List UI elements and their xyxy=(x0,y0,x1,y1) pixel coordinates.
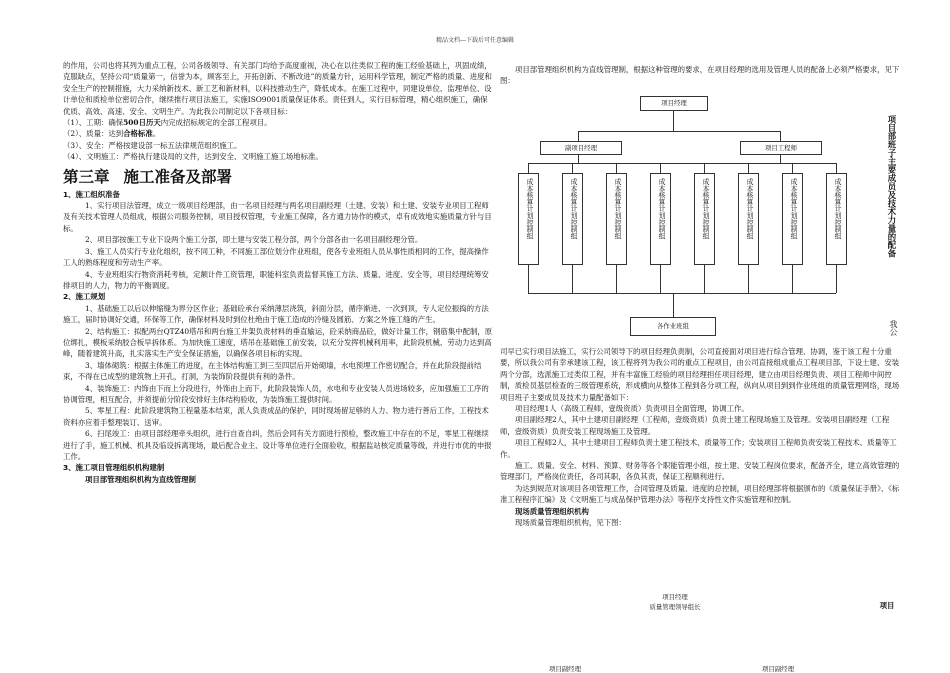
section-2-p3: 3、墙体砌筑：根据主体施工的进度，在主体结构施工到三至四层后开始砌墙，水电预埋工作密切配合，并在此阶段提前结束，不得在已成型的建筑物上开孔，打洞，为装饰阶段提供有利的条件。 xyxy=(63,360,482,382)
section-3-subtitle: 项目部管理组织机构为直线管理制 xyxy=(85,474,196,484)
chapter-title: 第三章 施工准备及部署 xyxy=(63,167,233,186)
section-2-title: 2、施工规划 xyxy=(63,292,106,302)
org-group-3: 成本核算计划控制组 xyxy=(606,173,627,265)
section-2-p5: 5、零星工程：此阶段建筑物工程量基本结束，派人负责成品的保护，同时现场留足够的人力、物力进行善后工作，工程技术资料亦应着手整理装订、送审。 xyxy=(63,406,489,427)
section-2-p2: 2、结构施工：拟配两台QTZ40塔吊和两台施工井架负责材料的垂直输运，砼采纳商品砼，做好计量工作，钢筋集中配制，原位绑扎，模板采纳胶合板早拆体系。为加快施工速度，塔吊在基础施工前安装，以充分发挥机械利用率，此阶段机械、劳动力达到高峰，随着建筑升高，扎实落实生产安全保证措施，以确保各项目标的实现。 xyxy=(63,326,493,359)
side-heading-vertical: 项目部班子主要成员及技术力量的配备 xyxy=(887,115,897,258)
section-1-title: 1、施工组织准备 xyxy=(63,189,120,199)
engineer-paragraph: 项目工程师2人，其中土建项目工程师负责土建工程技术、质量等工作；安装项目工程师负责安装工程技术、质量等工作。 xyxy=(500,438,897,459)
section-1-p2: 2、项目部按施工专业下设两个施工分部，即土建与安装工程分部，两个分部各由一名项目副经理分管。 xyxy=(85,235,423,245)
org-group-7: 成本核算计划控制组 xyxy=(782,173,803,265)
goal-quality: （2）、质量：达到合格标准。 xyxy=(63,129,161,139)
manager-paragraph: 项目经理1人（高级工程师，壹级资质）负责项目全面管理，协调工作。 xyxy=(515,404,749,414)
team-paragraph: 司早已实行项目法施工，实行公司领导下的项目经理负责制，公司直接面对项目进行综合管理、协调，鉴于该工程十分重要，所以我公司有幸承建该工程，该工程将列为我公司的重点工程项目，由公司直接组成重点工程项目部，下设土建、安装两个分部，选派施工过类似工程，并有丰富施工经验的项目经理担任项目经理，建立由项目经理负责、项目工程师中间控制，质检员基层检查的三级管理系统，形成横向从整体工程到各分项工程，纵向从项目到到作业班组的质量管理网络，现场项目班子主要成员及技术力量配备如下： xyxy=(500,347,900,402)
intro-paragraph: 的作用，公司也将其列为重点工程，公司各级领导、有关部门均给予高度重视，决心在以往类似工程的施工经验基础上，巩固成绩，克服缺点，坚持公司“质量第一，信誉为本，顾客至上，开拓创新、不断改进”的质量方针，运用科学管理，制定严格的质量、进度和安全生产的控制措施，大力采纳新技术、新工艺和新材料，以科技推动生产，降低成本。在施工过程中，同建设单位、监理单位、设计单位和质检单位密切合作，继续推行项目法施工，实施ISO9001质量保证体系。责任到人，实行目标管理，精心组织施工，确保优质、高效、高速、安全、文明生产。为此我公司制定以下各项目标： xyxy=(63,61,492,116)
side-tail-vertical: 我公 xyxy=(889,320,898,336)
section-2-p6: 6、扫尾竣工：由项目部经理牵头组织，进行自查自纠，然后会同有关方面进行预检，整改施工中存在的不足，零星工程继续进行了手，施工机械、机具及临设拆离现场，最后配合业主、设计等单位进行全面验收，根据监站核定质量等级，并进行市优的申报工作。 xyxy=(63,429,492,461)
qa-box-deputy-right: 项目副经理 xyxy=(762,665,794,673)
section-1-p4: 4、专业班组实行物资消耗考核，定额计件工资管理，职能科室负责监督其施工方法、质量、进度、安全等，项目经理统筹安排项目的人力，物力的平衡调度。 xyxy=(63,269,489,290)
org-group-2: 成本核算计划控制组 xyxy=(562,173,583,265)
control-paragraph: 为达到规范对该项目各项管理工作，合同管理及质量、进度的总控制，项目经理部将根据颁布的《质量保证手册》、《标准工程程序汇编》及《文明施工与成品保护管理办法》等程序支持性文件实施管理和控制。 xyxy=(500,483,900,505)
goal-schedule: （1）、工期：确保500日历天内完成招标规定的全部工程项目。 xyxy=(63,118,272,128)
qa-box-deputy-left: 项目副经理 xyxy=(549,665,581,673)
qa-title: 现场质量管理组织机构 xyxy=(515,506,589,516)
section-2-p4: 4、装饰施工：内饰由下而上分段进行，外饰由上而下，此阶段装饰人员，水电和专业安装人员进场较多，应加强施工工序的协调管理，相互配合，并须提前分阶段安排好主体结构验收，为装饰施工提供时间。 xyxy=(63,383,489,404)
qa-box-manager: 项目经理 质量管理领导组长 xyxy=(649,593,701,611)
org-intro-paragraph: 项目部管理组织机构为直线管理制，根据这种管理的要求，在项目经理的选用及管理人员的配备上必须严格要求，见下图： xyxy=(500,65,900,86)
groups-paragraph: 施工、质量、安全、材料、预算、财务等各个职能管理小组，按土建、安装工程岗位要求，配备齐全，建立高效管理的管理部门，严格岗位责任，各司其职，各负其责，保证工程顺利进行。 xyxy=(500,461,900,482)
right-intro xyxy=(500,64,903,87)
goal-civilized: （4）、文明施工：严格执行建设局的文件，达到安全、文明施工施工场地标准。 xyxy=(63,152,323,162)
org-group-1: 成本核算计划控制组 xyxy=(518,173,539,265)
left-column xyxy=(63,60,493,485)
org-box-project-manager: 项目经理 xyxy=(640,96,708,111)
org-box-project-engineer: 项目工程师 xyxy=(740,141,822,155)
page-header: 精品文档---下载后可任意编辑 xyxy=(435,37,515,44)
org-group-8: 成本核算计划控制组 xyxy=(826,173,847,265)
org-box-deputy-manager: 副项目经理 xyxy=(540,141,622,155)
org-group-6: 成本核算计划控制组 xyxy=(738,173,759,265)
section-1-p3: 3、施工人员实行专业化组织，按不同工种，不同施工部位划分作业班组，使各专业班组人员从事性质相同的工作，提高操作工人的熟练程度和劳动生产率。 xyxy=(63,246,489,268)
org-box-work-teams: 各作业班组 xyxy=(630,317,716,336)
org-group-4: 成本核算计划控制组 xyxy=(650,173,671,265)
section-1-p1: 1、实行项目法管理，成立一级项目经理部，由一名项目经理与两名项目副经理（土建、安装）和土建、安装专业项目工程师及有关技术管理人员组成，根据公司服务控制，项目授权管理，专业施工保障，各方通力协作的模式，卓有成效地实施质量方针与目标。 xyxy=(63,201,492,233)
deputy-paragraph: 项目副经理2人，其中土建项目副经理（工程师，壹级资质）负责土建工程现场施工及管理。安装项目副经理（工程师，壹级资质）负责安装工程现场施工及管理。 xyxy=(500,415,890,436)
right-body xyxy=(500,346,903,529)
qa-intro: 现场质量管理组织机构，见下图： xyxy=(515,518,626,528)
qa-side-label: 项目 xyxy=(879,601,895,610)
goal-safety: （3）、安全：严格按建设部一标五法律规范组织施工。 xyxy=(63,140,242,150)
section-2-p1: 1、基础施工以后以伸缩缝为界分区作业；基础砼承台采纳薄层浇筑，斜面分层，循序渐进、一次到顶，专人定位振捣的方法施工，届时协调好交通，环保等工作，确保材料及时到位杜绝由于施工造成的冷缝及圆筋、方案之外施工缝的产生。 xyxy=(63,303,489,325)
org-group-5: 成本核算计划控制组 xyxy=(694,173,715,265)
section-3-title: 3、施工项目管理组织机构建制 xyxy=(63,463,165,473)
